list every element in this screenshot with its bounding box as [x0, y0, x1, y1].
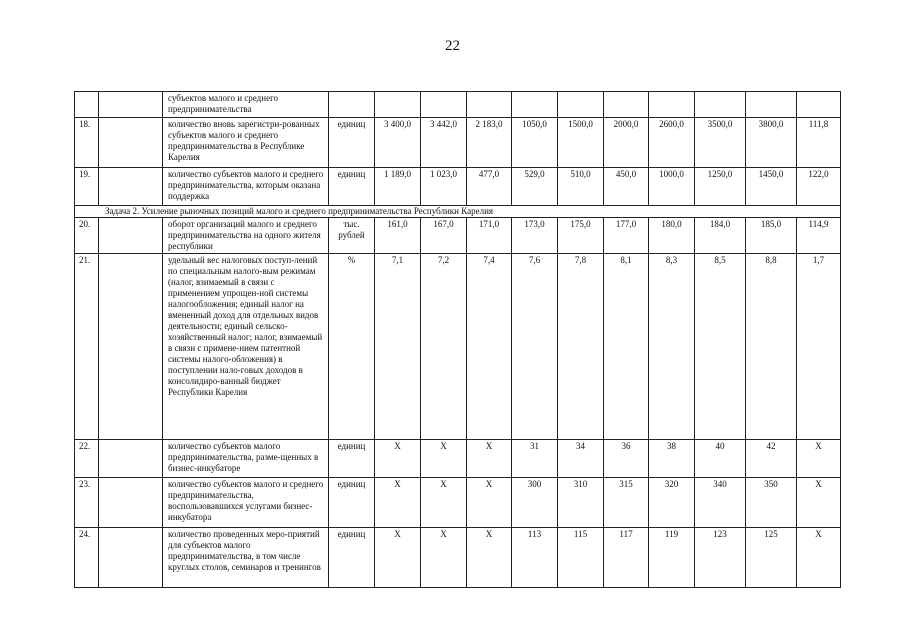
value-cell: 320 [649, 478, 695, 528]
table-row [75, 218, 841, 254]
unit-cell: единиц [329, 168, 375, 206]
value-cell: 1250,0 [695, 168, 746, 206]
value-cell: 3800,0 [746, 118, 797, 168]
value-cell: 477,0 [467, 168, 512, 206]
value-cell: Х [375, 478, 421, 528]
unit-cell: % [329, 254, 375, 440]
value-cell: 2600,0 [649, 118, 695, 168]
table-row [75, 92, 841, 118]
row-blank-cell [99, 478, 163, 528]
value-cell: Х [421, 478, 467, 528]
value-cell: 34 [558, 440, 604, 478]
section-row [75, 206, 841, 218]
value-cell: 1500,0 [558, 118, 604, 168]
value-cell: 7,2 [421, 254, 467, 440]
row-number: 23. [75, 478, 99, 528]
page-number: 22 [445, 38, 460, 54]
value-cell: 111,8 [797, 118, 841, 168]
value-cell: 117 [604, 528, 649, 588]
value-cell: 40 [695, 440, 746, 478]
value-cell: 31 [512, 440, 558, 478]
indicator-name: субъектов малого и среднего предпринимательства [163, 92, 329, 118]
row-number: 22. [75, 440, 99, 478]
value-cell: 185,0 [746, 218, 797, 254]
value-cell: Х [375, 440, 421, 478]
value-cell: 8,1 [604, 254, 649, 440]
value-cell: 1 023,0 [421, 168, 467, 206]
value-cell: 450,0 [604, 168, 649, 206]
indicator-name: удельный вес налоговых поступ-лений по специальным налого-вым режимам (налог, взимаемый в связи с применением упрощен-ной системы налогообложения; единый налог на вмененный доход для отдельных видов деятельности; единый сельско-хозяйственный налог; налог, взимаемый в связи с примене-нием патентной системы налого-обложения) в поступлении нало-говых доходов в консолидиро-ванный бюджет Республики Карелия [163, 254, 329, 440]
indicators-table [74, 91, 841, 588]
row-number: 20. [75, 218, 99, 254]
value-cell: Х [797, 478, 841, 528]
value-cell: 184,0 [695, 218, 746, 254]
row-blank-cell [99, 118, 163, 168]
value-cell: 8,8 [746, 254, 797, 440]
value-cell: 7,6 [512, 254, 558, 440]
value-cell: Х [797, 528, 841, 588]
value-cell: 1450,0 [746, 168, 797, 206]
value-cell: 7,1 [375, 254, 421, 440]
value-cell: Х [467, 478, 512, 528]
value-cell: 2000,0 [604, 118, 649, 168]
indicator-name: количество вновь зарегистри-рованных субъектов малого и среднего предпринимательства в Республике Карелия [163, 118, 329, 168]
table-row [75, 254, 841, 440]
row-number: 24. [75, 528, 99, 588]
value-cell: 510,0 [558, 168, 604, 206]
indicator-name: оборот организаций малого и среднего предпринимательства на одного жителя республики [163, 218, 329, 254]
value-cell: Х [797, 440, 841, 478]
table-row [75, 168, 841, 206]
value-cell: 300 [512, 478, 558, 528]
value-cell: 177,0 [604, 218, 649, 254]
value-cell: 1000,0 [649, 168, 695, 206]
value-cell: 310 [558, 478, 604, 528]
value-cell: 114,9 [797, 218, 841, 254]
value-cell: 42 [746, 440, 797, 478]
unit-cell: единиц [329, 528, 375, 588]
unit-cell: единиц [329, 440, 375, 478]
unit-cell: единиц [329, 478, 375, 528]
value-cell: Х [467, 440, 512, 478]
table-row [75, 118, 841, 168]
value-cell: Х [421, 528, 467, 588]
value-cell: 36 [604, 440, 649, 478]
value-cell: 3500,0 [695, 118, 746, 168]
value-cell: 171,0 [467, 218, 512, 254]
value-cell: 1 189,0 [375, 168, 421, 206]
value-cell: 2 183,0 [467, 118, 512, 168]
value-cell: 529,0 [512, 168, 558, 206]
row-blank-cell [99, 528, 163, 588]
value-cell: 350 [746, 478, 797, 528]
table-body [75, 92, 841, 588]
value-cell: 8,5 [695, 254, 746, 440]
value-cell: 113 [512, 528, 558, 588]
value-cell: 3 442,0 [421, 118, 467, 168]
value-cell: 7,4 [467, 254, 512, 440]
value-cell: 115 [558, 528, 604, 588]
table-row [75, 528, 841, 588]
row-number: 18. [75, 118, 99, 168]
value-cell: Х [375, 528, 421, 588]
value-cell: 8,3 [649, 254, 695, 440]
row-blank-cell [99, 440, 163, 478]
row-number-cell [75, 92, 99, 118]
value-cell: 167,0 [421, 218, 467, 254]
indicator-name: количество субъектов малого предпринимательства, разме-щенных в бизнес-инкубаторе [163, 440, 329, 478]
row-number: 21. [75, 254, 99, 440]
indicator-name: количество проведенных меро-приятий для субъектов малого предпринимательства, в том числе круглых столов, семинаров и тренингов [163, 528, 329, 588]
indicator-name: количество субъектов малого и среднего предпринимательства, которым оказана поддержка [163, 168, 329, 206]
table-row [75, 478, 841, 528]
value-cell: 38 [649, 440, 695, 478]
value-cell: 340 [695, 478, 746, 528]
value-cell: Х [467, 528, 512, 588]
row-blank-cell [99, 168, 163, 206]
unit-cell: единиц [329, 118, 375, 168]
value-cell: 315 [604, 478, 649, 528]
indicator-name: количество субъектов малого и среднего предпринимательства, воспользовавшихся услугами бизнес-инкубатора [163, 478, 329, 528]
value-cell: 123 [695, 528, 746, 588]
section-title: Задача 2. Усиление рыночных позиций малого и среднего предпринимательства Республики Карелия [75, 206, 841, 218]
row-blank-cell [99, 254, 163, 440]
value-cell: 173,0 [512, 218, 558, 254]
value-cell: 119 [649, 528, 695, 588]
value-cell: 1050,0 [512, 118, 558, 168]
row-blank-cell [99, 218, 163, 254]
table-row [75, 440, 841, 478]
value-cell: 1,7 [797, 254, 841, 440]
value-cell: 175,0 [558, 218, 604, 254]
row-number: 19. [75, 168, 99, 206]
value-cell: 125 [746, 528, 797, 588]
value-cell: 7,8 [558, 254, 604, 440]
value-cell: 3 400,0 [375, 118, 421, 168]
value-cell: 180,0 [649, 218, 695, 254]
value-cell: 161,0 [375, 218, 421, 254]
row-blank-cell [99, 92, 163, 118]
unit-cell: тыс. рублей [329, 218, 375, 254]
value-cell: 122,0 [797, 168, 841, 206]
value-cell: Х [421, 440, 467, 478]
